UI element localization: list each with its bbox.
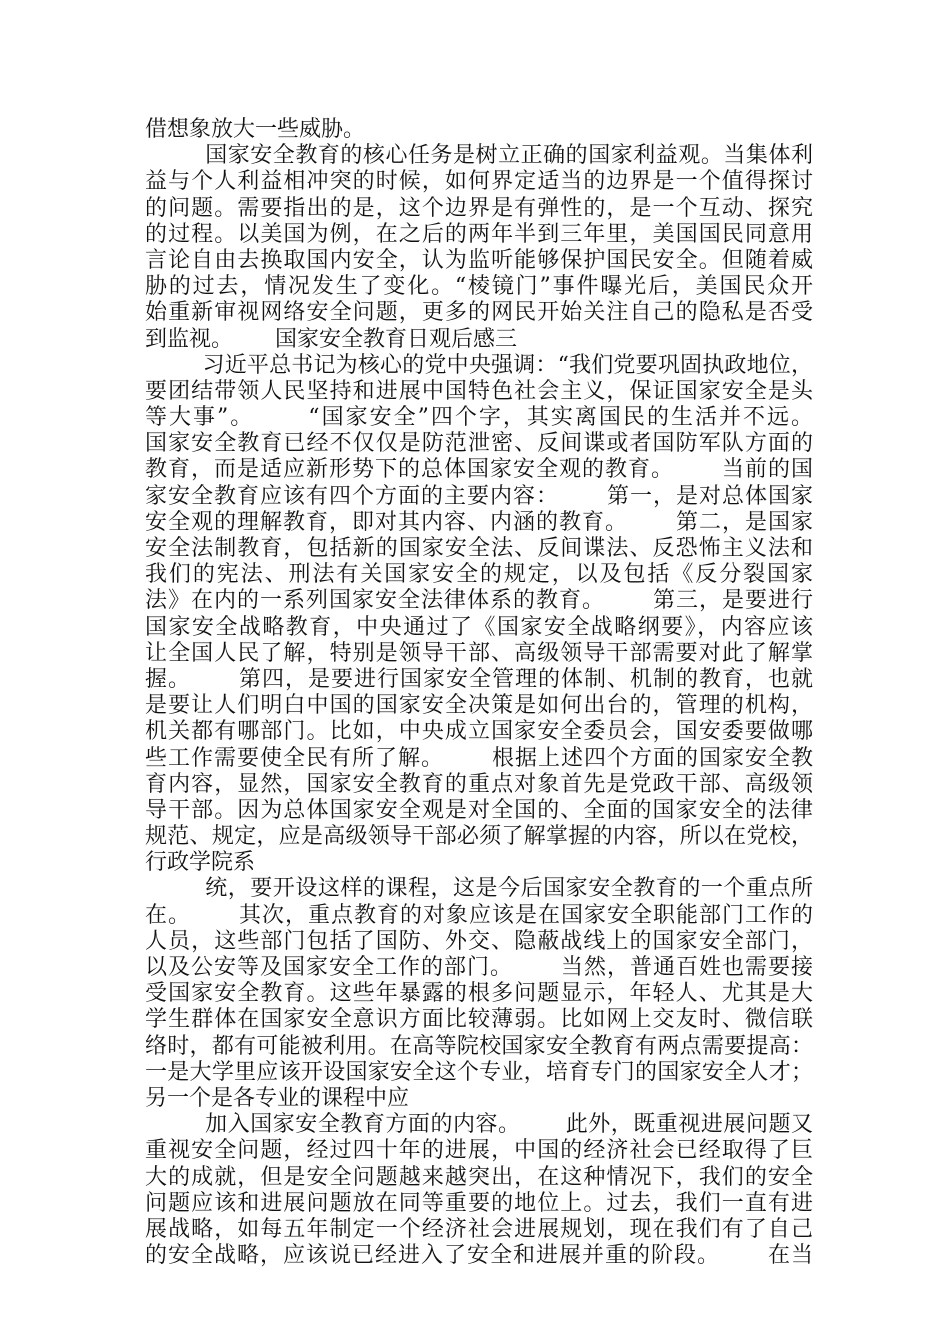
text-line: 要团结带领人民坚持和进展中国特色社会主义，保证国家安全是头 (145, 378, 813, 404)
text-line: 加入国家安全教育方面的内容。 此外，既重视进展问题又 (145, 1112, 813, 1138)
text-line: 些工作需要使全民有所了解。 根据上述四个方面的国家安全教 (145, 745, 813, 771)
text-line: 大的成就，但是安全问题越来越突出，在这种情况下，我们的安全 (145, 1164, 813, 1190)
text-line: 借想象放大一些威胁。 (145, 117, 366, 142)
text-line: 展战略，如每五年制定一个经济社会进展规划，现在我们有了自己 (145, 1216, 813, 1242)
paragraph (145, 876, 813, 1112)
text-line: 国家安全战略教育，中央通过了《国家安全战略纲要》，内容应该 (145, 614, 813, 640)
text-line: 受国家安全教育。这些年暴露的根多问题显示，年轻人、尤其是大 (145, 981, 813, 1007)
text-line: 握。 第四，是要进行国家安全管理的体制、机制的教育，也就 (145, 666, 813, 692)
text-line: 的问题。需要指出的是，这个边界是有弹性的，是一个互动、探究 (145, 195, 813, 221)
text-line: 规范、规定，应是高级领导干部必须了解掌握的内容，所以在党校， (145, 824, 813, 850)
text-line: 始重新审视网络安全问题，更多的网民开始关注自己的隐私是否受 (145, 300, 813, 326)
text-line: 家安全教育应该有四个方面的主要内容： 第一，是对总体国家 (145, 483, 813, 509)
text-line: 让全国人民了解，特别是领导干部、高级领导干部需要对此了解掌 (145, 640, 813, 666)
text-line: 育内容，显然，国家安全教育的重点对象首先是党政干部、高级领 (145, 771, 813, 797)
text-line: 络时，都有可能被利用。在高等院校国家安全教育有两点需要提高： (145, 1033, 813, 1059)
paragraph (145, 143, 813, 353)
text-line: 问题应该和进展问题放在同等重要的地位上。过去，我们一直有进 (145, 1190, 813, 1216)
text-line: 一是大学里应该开设国家安全这个专业，培育专门的国家安全人才； (145, 1059, 813, 1085)
text-line: 言论自由去换取国内安全，认为监听能够保护国民安全。但随着威 (145, 247, 813, 273)
paragraph (145, 1112, 813, 1269)
text-line: 我们的宪法、刑法有关国家安全的规定，以及包括《反分裂国家 (145, 562, 813, 588)
text-line: 教育，而是适应新形势下的总体国家安全观的教育。 当前的国 (145, 457, 813, 483)
text-line: 法》在内的一系列国家安全法律体系的教育。 第三，是要进行 (145, 588, 813, 614)
text-line: 以及公安等及国家安全工作的部门。 当然，普通百姓也需要接 (145, 955, 813, 980)
document-body (145, 117, 813, 1269)
text-line: 统，要开设这样的课程，这是今后国家安全教育的一个重点所 (145, 876, 813, 902)
text-line: 的过程。以美国为例，在之后的两年半到三年里，美国国民同意用 (145, 221, 813, 247)
text-line: 国家安全教育的核心任务是树立正确的国家利益观。当集体利 (145, 143, 813, 169)
text-line: 的安全战略，应该说已经进入了安全和进展并重的阶段。 在当 (145, 1243, 813, 1269)
text-line: 到监视。 国家安全教育日观后感三 (145, 326, 517, 352)
text-line: 是要让人们明白中国的国家安全决策是如何出台的，管理的机构， (145, 693, 813, 719)
text-line: 国家安全教育已经不仅仅是防范泄密、反间谍或者国防军队方面的 (145, 431, 813, 457)
text-line: 在。 其次，重点教育的对象应该是在国家安全职能部门工作的 (145, 902, 813, 928)
text-line: 机关都有哪部门。比如，中央成立国家安全委员会，国安委要做哪 (145, 719, 813, 745)
text-line: 学生群体在国家安全意识方面比较薄弱。比如网上交友时、微信联 (145, 1007, 813, 1033)
paragraph (145, 117, 813, 143)
text-line: 另一个是各专业的课程中应 (145, 1085, 410, 1111)
text-line: 等大事”。 “国家安全”四个字，其实离国民的生活并不远。 (145, 405, 813, 431)
text-line: 安全法制教育，包括新的国家安全法、反间谍法、反恐怖主义法和 (145, 536, 813, 561)
text-line: 行政学院系 (145, 850, 256, 876)
text-line: 习近平总书记为核心的党中央强调：“我们党要巩固执政地位， (145, 352, 813, 378)
text-line: 重视安全问题，经过四十年的进展，中国的经济社会已经取得了巨 (145, 1138, 813, 1164)
text-line: 益与个人利益相冲突的时候，如何界定适当的边界是一个值得探讨 (145, 169, 813, 195)
paragraph (145, 353, 813, 877)
text-line: 胁的过去，情况发生了变化。“棱镜门”事件曝光后，美国民众开 (145, 274, 813, 300)
text-line: 安全观的理解教育，即对其内容、内涵的教育。 第二，是国家 (145, 509, 813, 535)
text-line: 导干部。因为总体国家安全观是对全国的、全面的国家安全的法律 (145, 797, 813, 823)
text-line: 人员，这些部门包括了国防、外交、隐蔽战线上的国家安全部门， (145, 928, 813, 954)
